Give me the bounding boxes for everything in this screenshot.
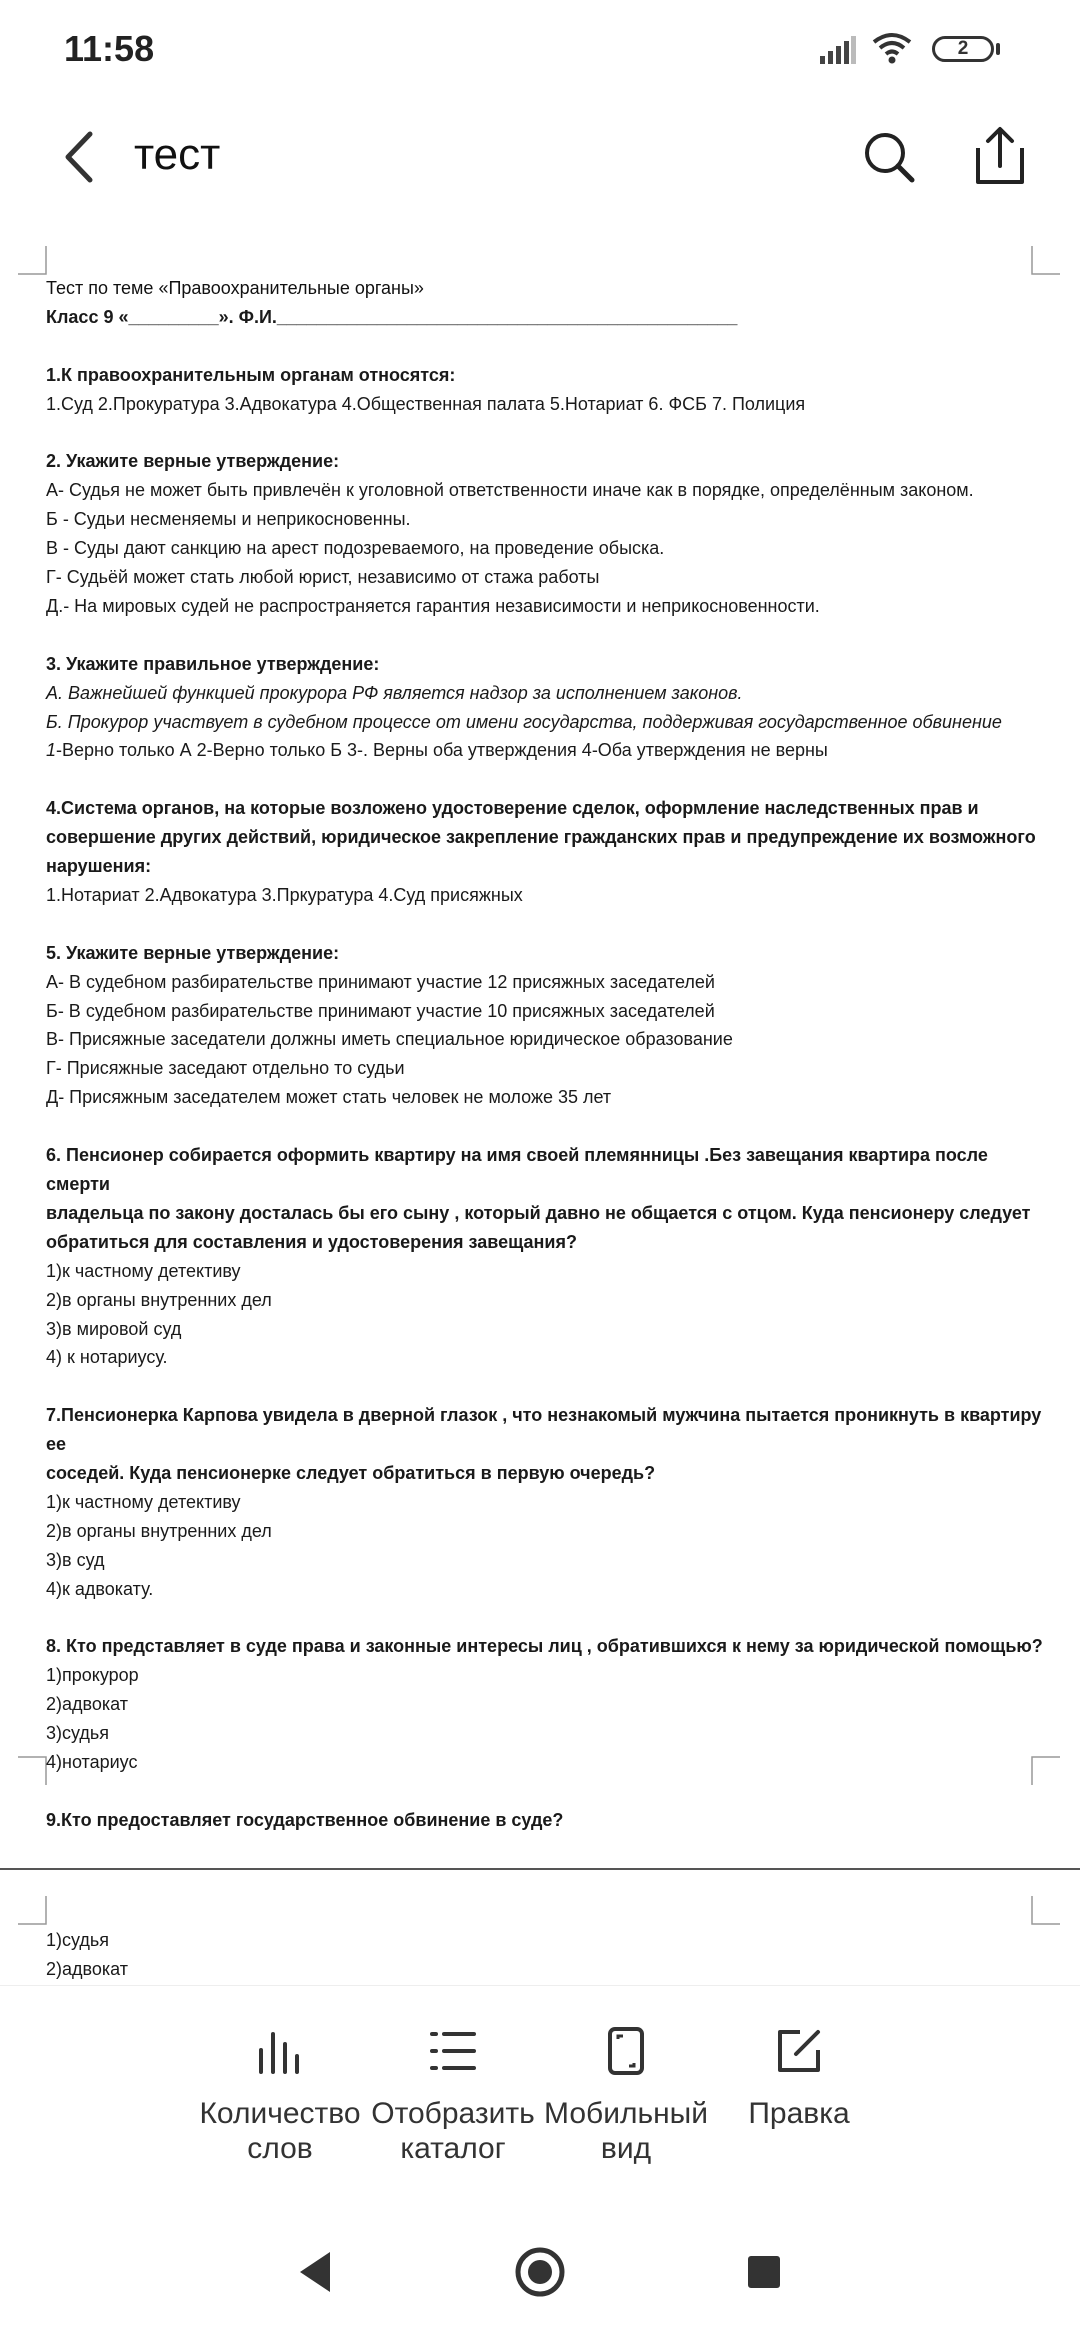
question-6-line: 6. Пенсионер собирается оформить квартиру на имя своей племянницы .Без завещания квартира после смерти xyxy=(46,1145,988,1194)
answer-line: 4)нотариус xyxy=(46,1752,138,1773)
mobile-view-label: вид xyxy=(600,2132,652,2165)
answer-line: 3)в мировой суд xyxy=(46,1318,182,1339)
answer-line: 4)к адвокату. xyxy=(46,1578,154,1599)
edit-icon xyxy=(774,2026,824,2076)
answer-line: 1.Нотариат 2.Адвокатура 3.Пркуратура 4.Суд присяжных xyxy=(46,884,523,905)
question-4-line: нарушения: xyxy=(46,856,152,877)
list-icon xyxy=(428,2026,478,2076)
battery-level: 2 xyxy=(957,38,969,59)
answer-line: Д- Присяжным заседателем может стать человек не моложе 35 лет xyxy=(46,1087,612,1108)
answer-text: -Верно только А 2-Верно только Б 3-. Верны оба утверждения 4-Оба утверждения не верны xyxy=(56,740,828,761)
status-icons xyxy=(820,32,1020,72)
document-title: тест xyxy=(134,130,221,179)
page-corner-mark xyxy=(1030,1896,1070,1926)
edit-button[interactable] xyxy=(709,2026,889,2131)
doc-class-line: Класс 9 «_________». Ф.И.______________________________________________ xyxy=(46,306,738,327)
answer-line: 2)адвокат xyxy=(46,1959,129,1979)
question-2: 2. Укажите верные утверждение: xyxy=(46,451,340,472)
wifi-icon xyxy=(872,32,912,64)
answer-line: 1)прокурор xyxy=(46,1665,139,1686)
nav-home-icon[interactable] xyxy=(514,2246,566,2298)
question-4-line: совершение других действий, юридическое закрепление гражданских прав и предупреждение их возможного xyxy=(46,827,1036,848)
word-count-button[interactable] xyxy=(190,2026,370,2166)
question-5: 5. Укажите верные утверждение: xyxy=(46,942,340,963)
answer-line: Б - Судьи несменяемы и неприкосновенны. xyxy=(46,509,411,530)
mobile-view-button[interactable] xyxy=(536,2026,716,2166)
answer-line xyxy=(46,736,1046,765)
page-corner-mark xyxy=(8,1755,48,1785)
edit-label: Правка xyxy=(748,2097,850,2130)
nav-back-icon[interactable] xyxy=(296,2250,334,2294)
page-divider xyxy=(0,1868,1080,1870)
app-bar xyxy=(0,110,1080,260)
status-time: 11:58 xyxy=(64,28,155,69)
question-1: 1.К правоохранительным органам относятся: xyxy=(46,364,456,385)
word-count-label: Количество xyxy=(199,2097,361,2130)
bottom-toolbar xyxy=(0,1985,1080,2212)
status-bar xyxy=(0,0,1080,100)
mobile-view-label: Мобильный xyxy=(544,2097,708,2130)
document-page-2 xyxy=(46,1926,128,1984)
catalog-label: каталог xyxy=(400,2132,506,2165)
answer-line: В- Присяжные заседатели должны иметь специальное юридическое образование xyxy=(46,1029,733,1050)
answer-line: 1.Суд 2.Прокуратура 3.Адвокатура 4.Общественная палата 5.Нотариат 6. ФСБ 7. Полиция xyxy=(46,393,806,414)
answer-line: Д.- На мировых судей не распространяется гарантия независимости и неприкосновенности. xyxy=(46,595,820,616)
answer-line: Б- В судебном разбирательстве принимают участие 10 присяжных заседателей xyxy=(46,1000,715,1021)
page-corner-mark xyxy=(8,246,48,276)
signal-icon xyxy=(820,36,856,64)
answer-line: 4) к нотариусу. xyxy=(46,1347,168,1368)
question-9: 9.Кто предоставляет государственное обвинение в суде? xyxy=(46,1809,564,1830)
question-6-line: обратиться для составления и удостоверения завещания? xyxy=(46,1231,577,1252)
bar-chart-icon xyxy=(255,2026,305,2076)
question-8: 8. Кто представляет в суде права и законные интересы лиц , обратившихся к нему за юридической помощью? xyxy=(46,1636,1043,1657)
question-7-line: 7.Пенсионерка Карпова увидела в дверной глазок , что незнакомый мужчина пытается проникнуть в квартиру ее xyxy=(46,1405,1042,1455)
answer-line: 1)к частному детективу xyxy=(46,1260,241,1281)
word-count-label: слов xyxy=(247,2132,313,2165)
page-corner-mark xyxy=(1030,246,1070,276)
answer-line: 2)в органы внутренних дел xyxy=(46,1520,272,1541)
page-corner-mark xyxy=(8,1896,48,1926)
question-3: 3. Укажите правильное утверждение: xyxy=(46,653,380,674)
share-icon[interactable] xyxy=(974,126,1026,186)
battery-tip xyxy=(996,43,1000,55)
catalog-label: Отобразить xyxy=(371,2097,535,2130)
nav-recents-icon[interactable] xyxy=(746,2254,782,2290)
answer-line: 2)адвокат xyxy=(46,1694,129,1715)
answer-line: В - Суды дают санкцию на арест подозреваемого, на проведение обыска. xyxy=(46,538,665,559)
question-6-line: владельца по закону досталась бы его сыну , который давно не общается с отцом. Куда пенсионеру следует xyxy=(46,1202,1031,1223)
answer-line: А- В судебном разбирательстве принимают участие 12 присяжных заседателей xyxy=(46,971,715,992)
answer-line: Г- Судьёй может стать любой юрист, независимо от стажа работы xyxy=(46,567,600,588)
answer-number: 1 xyxy=(46,740,57,761)
system-nav-bar xyxy=(0,2210,1080,2340)
question-7-line: соседей. Куда пенсионерке следует обратиться в первую очередь? xyxy=(46,1463,656,1484)
search-icon[interactable] xyxy=(862,130,918,186)
answer-line: 3)в суд xyxy=(46,1549,105,1570)
answer-line: Г- Присяжные заседают отдельно то судьи xyxy=(46,1058,405,1079)
question-4-line: 4.Система органов, на которые возложено удостоверение сделок, оформление наследственных прав и xyxy=(46,798,979,819)
answer-line: 1)судья xyxy=(46,1930,110,1950)
answer-line: Б. Прокурор участвует в судебном процессе от имени государства, поддерживая государственное обвинение xyxy=(46,711,1002,732)
document-page xyxy=(46,274,1046,1835)
mobile-view-icon xyxy=(601,2026,651,2076)
show-catalog-button[interactable] xyxy=(363,2026,543,2166)
answer-line: А. Важнейшей функцией прокурора РФ является надзор за исполнением законов. xyxy=(46,682,743,703)
back-icon[interactable] xyxy=(62,130,96,184)
answer-line: А- Судья не может быть привлечён к уголовной ответственности иначе как в порядке, определённым законом. xyxy=(46,480,974,501)
battery-icon xyxy=(932,36,994,62)
answer-line: 2)в органы внутренних дел xyxy=(46,1289,272,1310)
doc-title-line: Тест по теме «Правоохранительные органы» xyxy=(46,278,424,298)
answer-line: 3)судья xyxy=(46,1723,110,1744)
answer-line: 1)к частному детективу xyxy=(46,1491,241,1512)
